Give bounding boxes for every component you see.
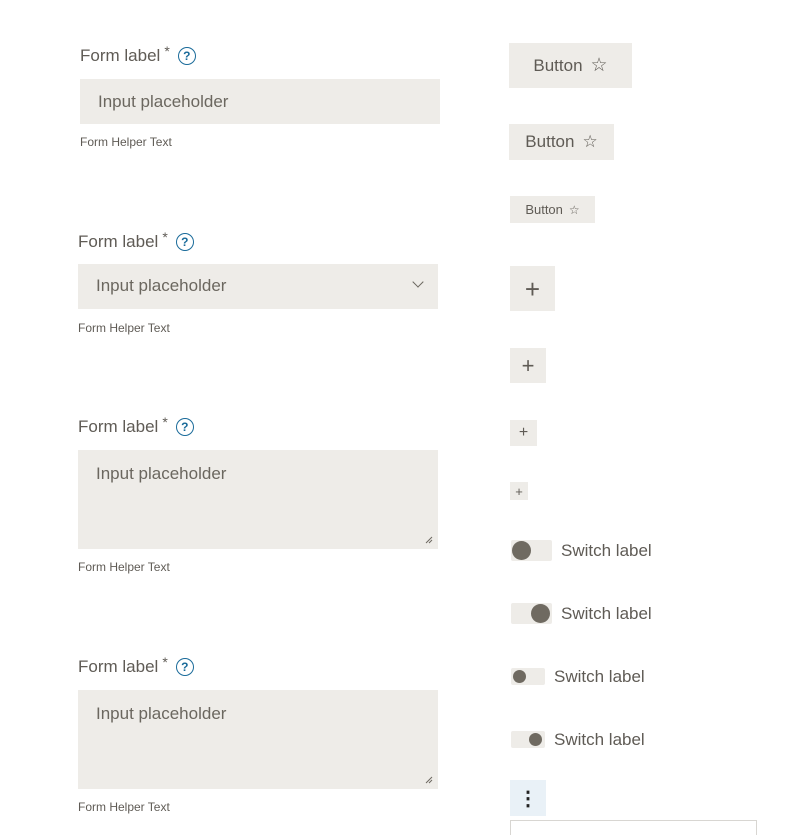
switch-label: Switch label (554, 730, 645, 749)
overflow-menu (510, 820, 757, 835)
form-label-text: Form label (80, 46, 161, 65)
button-label: Button (533, 55, 583, 75)
add-button-small[interactable] (510, 420, 537, 446)
required-marker: * (162, 654, 168, 670)
form-label-3 (78, 414, 194, 437)
form-helper-text: Form Helper Text (78, 321, 170, 335)
button-small[interactable] (510, 196, 595, 223)
switch-label: Switch label (561, 604, 652, 623)
button-medium[interactable] (509, 124, 614, 160)
overflow-menu-button[interactable] (510, 780, 546, 816)
help-icon[interactable]: ? (176, 418, 194, 436)
select-dropdown[interactable] (78, 264, 438, 309)
switch-4[interactable] (511, 729, 651, 751)
textarea-placeholder: Input placeholder (96, 704, 227, 723)
form-helper-text: Form Helper Text (78, 560, 170, 574)
switch-thumb (529, 733, 542, 746)
kebab-icon: ⋮ (518, 787, 538, 810)
plus-icon: + (524, 273, 541, 304)
resize-handle-icon[interactable] (425, 776, 433, 784)
switch-thumb (512, 541, 531, 560)
text-input[interactable] (80, 79, 440, 124)
form-helper-text: Form Helper Text (78, 800, 170, 814)
star-icon: ☆ (582, 132, 598, 151)
add-button-xsmall[interactable] (510, 482, 528, 500)
select-placeholder: Input placeholder (96, 276, 227, 295)
textarea-placeholder: Input placeholder (96, 464, 227, 483)
button-large[interactable] (509, 43, 632, 88)
button-label: Button (525, 132, 575, 151)
plus-icon: + (518, 424, 529, 441)
plus-icon: + (521, 352, 535, 378)
switch-thumb (531, 604, 550, 623)
help-icon[interactable]: ? (176, 233, 194, 251)
form-label-1 (80, 43, 196, 66)
add-button-medium[interactable] (510, 348, 546, 383)
help-icon[interactable]: ? (178, 47, 196, 65)
star-icon: ☆ (590, 55, 608, 76)
form-label-text: Form label (78, 417, 159, 436)
plus-icon: + (515, 483, 523, 499)
resize-handle-icon[interactable] (425, 536, 433, 544)
switch-label: Switch label (561, 541, 652, 560)
textarea[interactable] (78, 690, 438, 789)
form-label-text: Form label (78, 657, 159, 676)
star-icon: ☆ (568, 202, 580, 217)
switch-label: Switch label (554, 667, 645, 686)
textarea[interactable] (78, 450, 438, 549)
switch-3[interactable] (511, 666, 651, 688)
add-button-large[interactable] (510, 266, 555, 311)
form-helper-text: Form Helper Text (80, 135, 172, 149)
required-marker: * (164, 43, 170, 59)
switch-1[interactable] (511, 539, 656, 563)
switch-thumb (513, 670, 526, 683)
chevron-down-icon (412, 276, 423, 287)
form-label-2 (78, 229, 194, 252)
required-marker: * (162, 414, 168, 430)
button-label: Button (525, 202, 563, 217)
required-marker: * (162, 229, 168, 245)
form-label-text: Form label (78, 232, 159, 251)
form-label-4 (78, 654, 194, 677)
switch-2[interactable] (511, 602, 656, 626)
help-icon[interactable]: ? (176, 658, 194, 676)
